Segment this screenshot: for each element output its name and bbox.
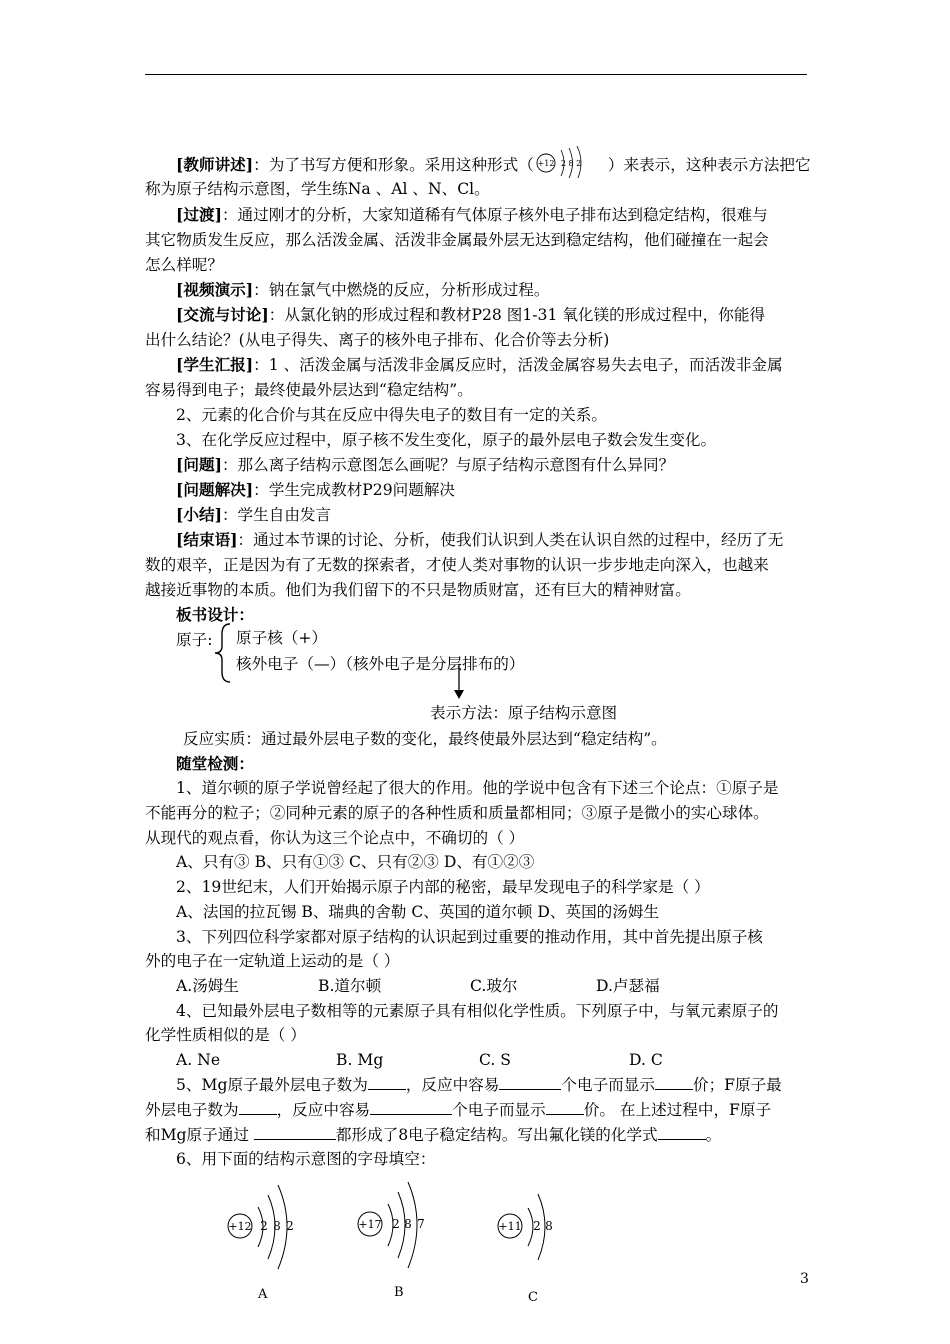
paragraph-report — [176, 355, 783, 375]
down-arrow-icon — [452, 664, 466, 700]
board-electrons: 核外电子（—）（核外电子是分层排布的） — [236, 655, 525, 673]
quiz-q5-line2 — [145, 1100, 771, 1120]
text: 。 — [705, 1126, 722, 1144]
diagram-label-a: A — [258, 1287, 268, 1302]
text: ）来表示，这种表示方法把它 — [607, 156, 811, 174]
text: 个电子而显示 — [561, 1076, 655, 1094]
answer-blank[interactable] — [239, 1100, 277, 1115]
text: 怎么样呢？ — [145, 256, 223, 274]
answer-blank[interactable] — [546, 1100, 584, 1115]
text: 2、元素的化合价与其在反应中得失电子的数目有一定的关系。 — [176, 406, 607, 424]
label-discussion: [交流与讨论] — [176, 305, 269, 324]
paragraph-solution — [176, 480, 455, 500]
answer-blank[interactable] — [499, 1075, 561, 1090]
text: 3、在化学反应过程中，原子核不发生变化，原子的最外层电子数会发生变化。 — [176, 431, 717, 449]
text: ：为了书写方便和形象。采用这种形式（ — [253, 156, 534, 174]
quiz-q3-line2: 外的电子在一定轨道上运动的是（ ） — [145, 952, 400, 970]
paragraph-teacher-line2: 称为原子结构示意图，学生练Na 、Al 、N、Cl。 — [145, 180, 490, 198]
shell-3-electrons: 2 — [286, 1219, 294, 1233]
diagram-label-c: C — [528, 1290, 538, 1305]
quiz-q1-line2: 不能再分的粒子；②同种元素的原子的各种性质和质量都相同；③原子是微小的实心球体。 — [145, 804, 769, 822]
paragraph-discussion — [176, 305, 765, 325]
text: 出什么结论？(从电子得失、离子的核外电子排布、化合价等去分析) — [145, 331, 610, 349]
quiz-q3-option-a: A.汤姆生 — [176, 977, 239, 995]
quiz-q5 — [176, 1075, 782, 1095]
label-summary: [小结] — [176, 505, 222, 524]
label-closing: [结束语] — [176, 530, 238, 549]
label-question: [问题] — [176, 455, 222, 474]
answer-blank[interactable] — [655, 1075, 693, 1090]
label-report: [学生汇报] — [176, 355, 254, 374]
shell-1-electrons: 2 — [533, 1219, 541, 1233]
answer-blank[interactable] — [370, 1100, 452, 1115]
text: ：钠在氯气中燃烧的反应，分析形成过程。 — [253, 281, 550, 299]
answer-blank[interactable] — [658, 1125, 706, 1140]
atom-diagram-b — [356, 1180, 436, 1270]
text: 和Mg原子通过 — [145, 1126, 254, 1144]
label-transition: [过渡] — [176, 205, 222, 224]
text: 价；F原子最 — [692, 1076, 782, 1094]
board-essence: 反应实质：通过最外层电子数的变化，最终使最外层达到“稳定结构”。 — [183, 730, 667, 748]
text: 越接近事物的本质。他们为我们留下的不只是物质财富，还有巨大的精神财富。 — [145, 581, 691, 599]
paragraph-video — [176, 280, 549, 300]
shell-2-electrons: 8 — [404, 1217, 412, 1231]
text: 价。 在上述过程中，F原子 — [583, 1101, 772, 1119]
label-solution: [问题解决] — [176, 480, 254, 499]
board-method: 表示方法：原子结构示意图 — [430, 704, 618, 722]
page-number: 3 — [800, 1271, 809, 1287]
quiz-title: 随堂检测： — [176, 754, 254, 773]
quiz-q3: 3、下列四位科学家都对原子结构的认识起到过重要的推动作用，其中首先提出原子核 — [176, 928, 763, 946]
quiz-q1-line3: 从现代的观点看，你认为这三个论点中，不确切的（ ） — [145, 829, 525, 847]
inline-atom-nucleus: +12 — [537, 159, 555, 168]
quiz-q1-options: A、只有③ B、只有①③ C、只有②③ D、有①②③ — [176, 853, 535, 871]
text: ，反应中容易 — [276, 1101, 371, 1119]
text: 5、Mg原子最外层电子数为 — [176, 1076, 368, 1094]
paragraph-closing — [176, 530, 783, 550]
quiz-q2-options: A、法国的拉瓦锡 B、瑞典的舍勒 C、英国的道尔顿 D、英国的汤姆生 — [176, 903, 660, 921]
board-title: 板书设计： — [176, 605, 254, 624]
quiz-q3-option-b: B.道尔顿 — [318, 977, 382, 995]
shell-2-electrons: 8 — [545, 1219, 553, 1233]
brace-icon — [212, 622, 234, 684]
board-nucleus: 原子核（+） — [236, 629, 328, 647]
text: ：从氯化钠的形成过程和教材P28 图1-31 氧化镁的形成过程中，你能得 — [268, 306, 766, 324]
paragraph-teacher — [176, 150, 811, 182]
quiz-q4-option-a: A. Ne — [176, 1051, 221, 1069]
inline-atom-diagram — [534, 146, 608, 178]
text: 个电子而显示 — [452, 1101, 546, 1119]
text: 其它物质发生反应，那么活泼金属、活泼非金属最外层无达到稳定结构，他们碰撞在一起会 — [145, 231, 769, 249]
label-teacher: [教师讲述] — [176, 155, 254, 174]
text: ，反应中容易 — [405, 1076, 500, 1094]
nucleus-label: +17 — [358, 1218, 382, 1231]
inline-atom-electrons: 2 8 2 — [560, 159, 582, 168]
text: ：学生自由发言 — [221, 506, 332, 524]
answer-blank[interactable] — [368, 1075, 406, 1090]
paragraph-transition — [176, 205, 768, 225]
shell-3-electrons: 7 — [417, 1217, 425, 1231]
quiz-q3-option-d: D.卢瑟福 — [596, 977, 660, 995]
quiz-q1: 1、道尔顿的原子学说曾经起了很大的作用。他的学说中包含有下述三个论点：①原子是 — [176, 779, 779, 797]
paragraph-summary — [176, 505, 331, 525]
quiz-q6: 6、用下面的结构示意图的字母填空： — [176, 1150, 436, 1168]
text: ：1 、活泼金属与活泼非金属反应时，活泼金属容易失去电子，而活泼非金属 — [253, 356, 783, 374]
quiz-q3-option-c: C.玻尔 — [470, 977, 518, 995]
text: ：学生完成教材P29问题解决 — [253, 481, 456, 499]
atom-diagram-c — [496, 1182, 566, 1272]
quiz-q2: 2、19世纪末，人们开始揭示原子内部的秘密，最早发现电子的科学家是（ ） — [176, 878, 710, 896]
quiz-q4-option-d: D. C — [629, 1051, 663, 1069]
answer-blank[interactable] — [254, 1125, 336, 1140]
header-rule — [145, 74, 807, 75]
paragraph-question — [176, 455, 674, 475]
nucleus-label: +11 — [498, 1220, 522, 1233]
shell-2-electrons: 8 — [273, 1219, 281, 1233]
nucleus-label: +12 — [228, 1220, 252, 1233]
text: 外层电子数为 — [145, 1101, 239, 1119]
diagram-label-b: B — [394, 1285, 404, 1300]
shell-1-electrons: 2 — [260, 1219, 268, 1233]
text: ：那么离子结构示意图怎么画呢？与原子结构示意图有什么异同？ — [221, 456, 675, 474]
text: 容易得到电子；最终使最外层达到“稳定结构”。 — [145, 381, 473, 399]
shell-1-electrons: 2 — [392, 1217, 400, 1231]
text: 数的艰辛，正是因为有了无数的探索者，才使人类对事物的认识一步步地走向深入，也越来 — [145, 556, 769, 574]
text: ：通过刚才的分析，大家知道稀有气体原子核外电子排布达到稳定结构，很难与 — [221, 206, 768, 224]
quiz-q4-option-b: B. Mg — [336, 1051, 384, 1069]
text: ：通过本节课的讨论、分析，使我们认识到人类在认识自然的过程中，经历了无 — [237, 531, 784, 549]
quiz-q4: 4、已知最外层电子数相等的元素原子具有相似化学性质。下列原子中，与氧元素原子的 — [176, 1002, 779, 1020]
label-video: [视频演示] — [176, 280, 254, 299]
board-atom-label: 原子: — [176, 631, 213, 649]
quiz-q4-option-c: C. S — [479, 1051, 511, 1069]
text: 都形成了8电子稳定结构。写出氟化镁的化学式 — [335, 1126, 658, 1144]
atom-diagram-a — [226, 1185, 306, 1275]
quiz-q4-line2: 化学性质相似的是（ ） — [145, 1026, 306, 1044]
quiz-q5-line3 — [145, 1125, 721, 1145]
